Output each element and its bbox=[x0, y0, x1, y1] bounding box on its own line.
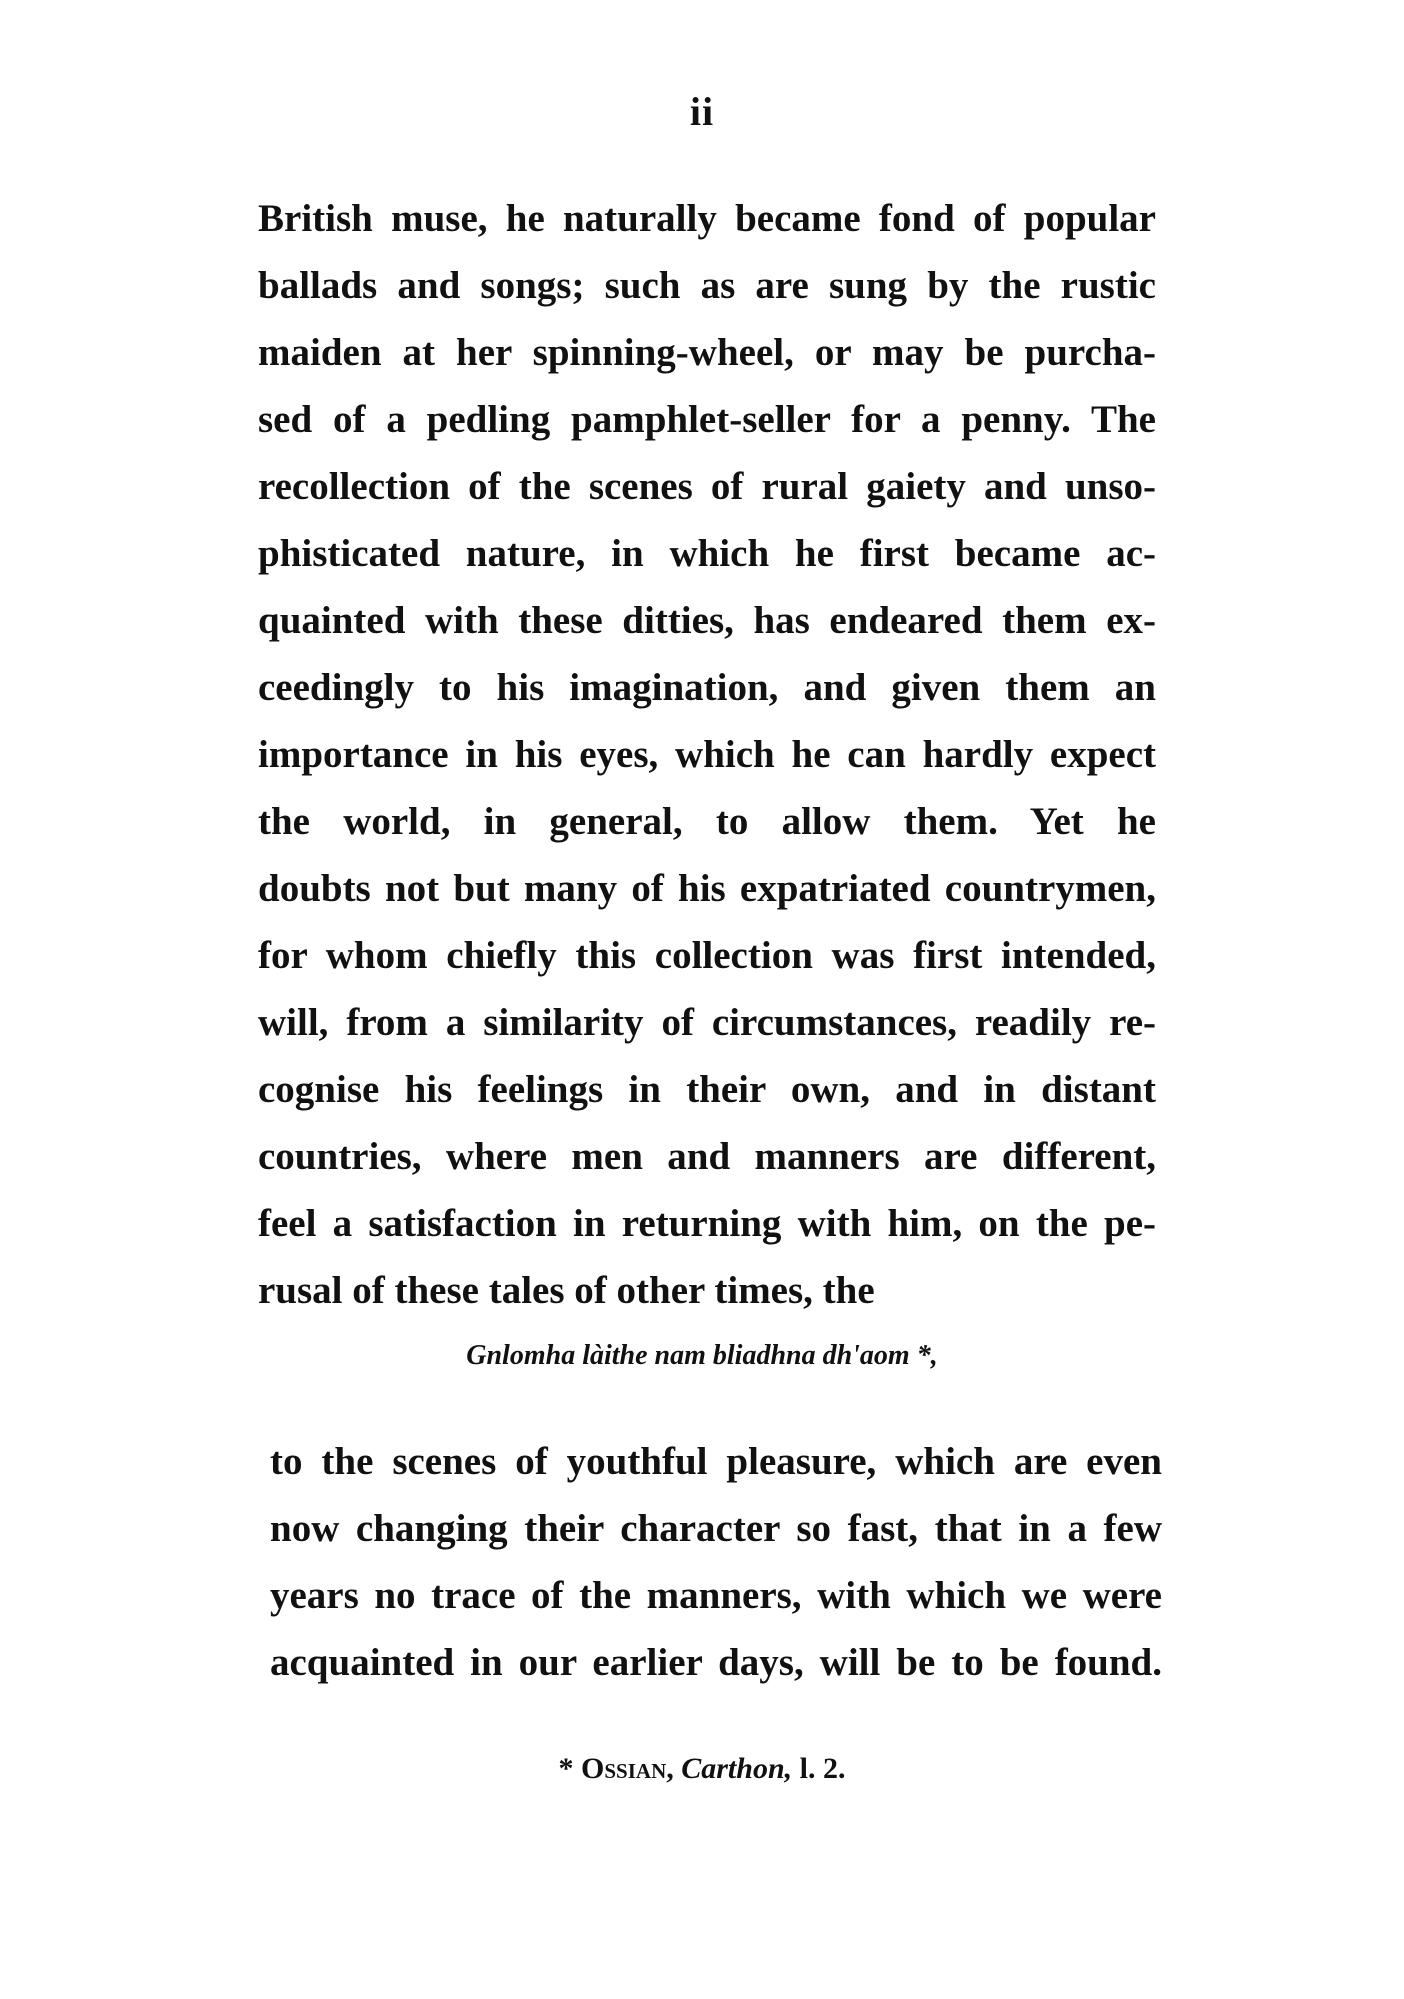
text-line: cognise his feelings in their own, and in distant bbox=[258, 1068, 1156, 1111]
text-line: acquainted in our earlier days, will be to be found. bbox=[270, 1641, 1162, 1684]
text-line: sed of a pedling pamphlet-seller for a penny. The bbox=[258, 398, 1156, 441]
text-line: feel a satisfaction in returning with him, on the pe- bbox=[258, 1202, 1156, 1245]
text-line: ballads and songs; such as are sung by the rustic bbox=[258, 264, 1156, 307]
text-line: phisticated nature, in which he first became ac- bbox=[258, 532, 1156, 575]
text-line: now changing their character so fast, that in a few bbox=[270, 1507, 1162, 1550]
paragraph-two bbox=[270, 1428, 1162, 1696]
paragraph-one bbox=[258, 185, 1156, 1324]
footnote bbox=[0, 1752, 1404, 1786]
text-line: years no trace of the manners, with which we were bbox=[270, 1574, 1162, 1617]
footnote-marker: * bbox=[558, 1752, 574, 1785]
text-line: for whom chiefly this collection was first intended, bbox=[258, 934, 1156, 977]
text-line: doubts not but many of his expatriated countrymen, bbox=[258, 867, 1156, 910]
text-line: British muse, he naturally became fond of popular bbox=[258, 197, 1156, 240]
text-line: rusal of these tales of other times, the bbox=[258, 1269, 875, 1312]
footnote-work: Carthon, bbox=[681, 1752, 793, 1785]
footnote-author: Ossian, bbox=[581, 1752, 674, 1785]
text-line: will, from a similarity of circumstances, readily re- bbox=[258, 1001, 1156, 1044]
text-line: maiden at her spinning-wheel, or may be purcha- bbox=[258, 331, 1156, 374]
text-line: recollection of the scenes of rural gaiety and unso- bbox=[258, 465, 1156, 508]
text-line: the world, in general, to allow them. Yet he bbox=[258, 800, 1156, 843]
footnote-reference: l. 2. bbox=[799, 1752, 846, 1785]
text-line: quainted with these ditties, has endeared them ex- bbox=[258, 599, 1156, 642]
gaelic-quote: Gnlomha làithe nam bliadhna dh'aom *, bbox=[466, 1340, 938, 1371]
text-line: to the scenes of youthful pleasure, which are even bbox=[270, 1440, 1162, 1483]
text-line: importance in his eyes, which he can hardly expect bbox=[258, 733, 1156, 776]
text-line: ceedingly to his imagination, and given them an bbox=[258, 666, 1156, 709]
text-line: countries, where men and manners are different, bbox=[258, 1135, 1156, 1178]
page-number: ii bbox=[689, 89, 715, 134]
